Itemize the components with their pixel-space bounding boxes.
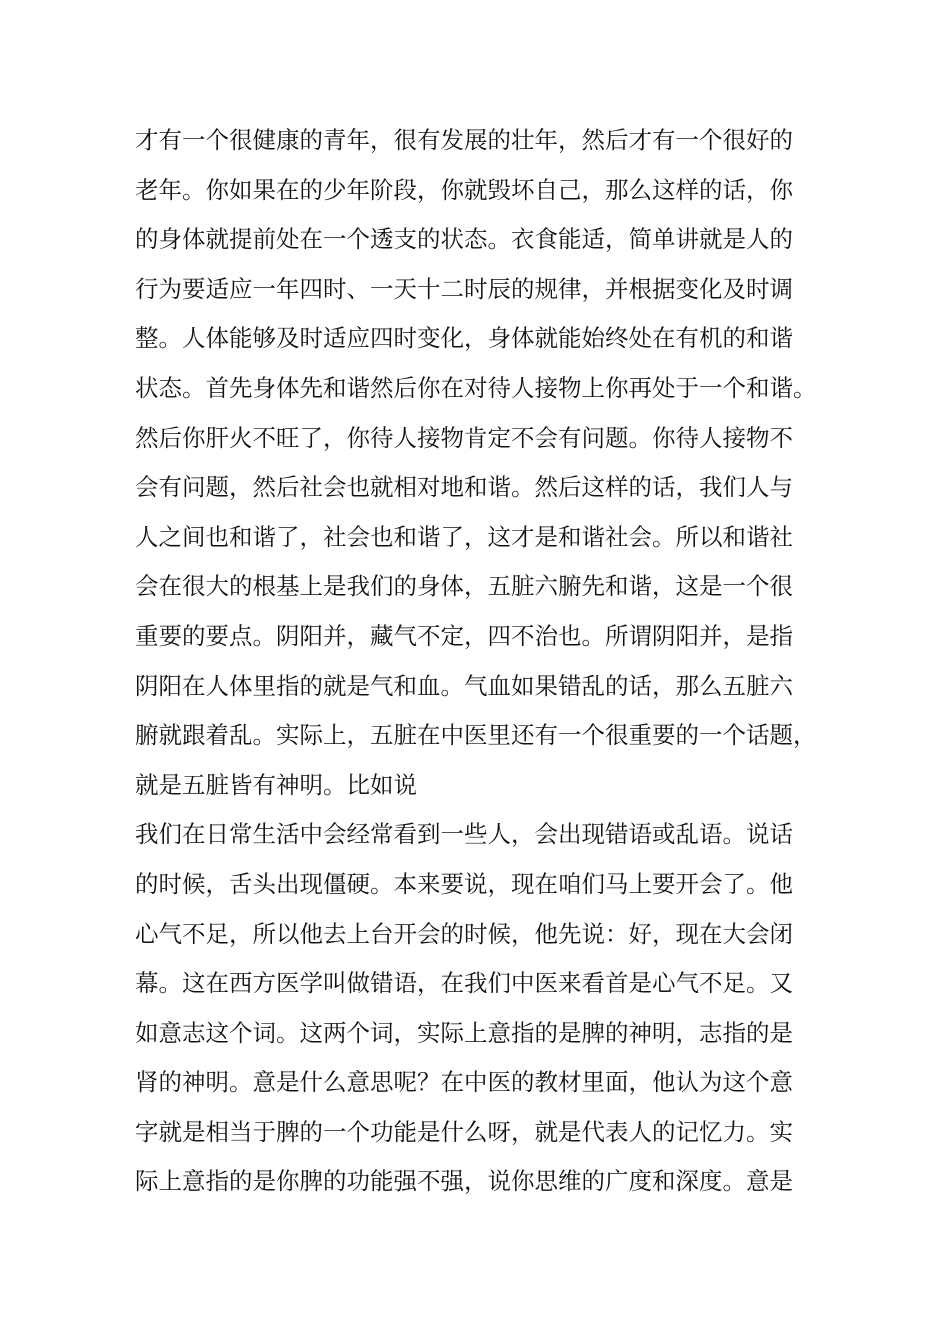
text-line: 我们在日常生活中会经常看到一些人，会出现错语或乱语。说话	[135, 820, 793, 849]
text-line: 会在很大的根基上是我们的身体，五脏六腑先和谐，这是一个很	[135, 572, 793, 601]
text-line: 就是五脏皆有神明。比如说	[135, 770, 417, 799]
text-line: 的身体就提前处在一个透支的状态。衣食能适，简单讲就是人的	[135, 225, 793, 254]
text-line: 肾的神明。意是什么意思呢？在中医的教材里面，他认为这个意	[135, 1068, 793, 1097]
text-line: 幕。这在西方医学叫做错语，在我们中医来看首是心气不足。又	[135, 969, 793, 998]
text-line: 际上意指的是你脾的功能强不强，说你思维的广度和深度。意是	[135, 1167, 793, 1196]
text-line: 字就是相当于脾的一个功能是什么呀，就是代表人的记忆力。实	[135, 1117, 793, 1146]
text-line: 的时候，舌头出现僵硬。本来要说，现在咱们马上要开会了。他	[135, 869, 793, 898]
text-line: 行为要适应一年四时、一天十二时辰的规律，并根据变化及时调	[135, 274, 793, 303]
text-line: 状态。首先身体先和谐然后你在对待人接物上你再处于一个和谐。	[135, 373, 817, 402]
text-line: 然后你肝火不旺了，你待人接物肯定不会有问题。你待人接物不	[135, 423, 793, 452]
text-line: 老年。你如果在的少年阶段，你就毁坏自己，那么这样的话，你	[135, 175, 793, 204]
text-line: 人之间也和谐了，社会也和谐了，这才是和谐社会。所以和谐社	[135, 522, 793, 551]
text-line: 如意志这个词。这两个词，实际上意指的是脾的神明，志指的是	[135, 1018, 793, 1047]
body-text	[135, 116, 835, 1207]
text-line: 会有问题，然后社会也就相对地和谐。然后这样的话，我们人与	[135, 473, 793, 502]
text-line: 重要的要点。阴阳并，藏气不定，四不治也。所谓阴阳并，是指	[135, 621, 793, 650]
text-line: 心气不足，所以他去上台开会的时候，他先说：好，现在大会闭	[135, 919, 793, 948]
text-line: 阴阳在人体里指的就是气和血。气血如果错乱的话，那么五脏六	[135, 671, 793, 700]
text-line: 腑就跟着乱。实际上，五脏在中医里还有一个很重要的一个话题，	[135, 721, 817, 750]
text-line: 才有一个很健康的青年，很有发展的壮年，然后才有一个很好的	[135, 126, 793, 154]
text-line: 整。人体能够及时适应四时变化，身体就能始终处在有机的和谐	[135, 324, 793, 353]
